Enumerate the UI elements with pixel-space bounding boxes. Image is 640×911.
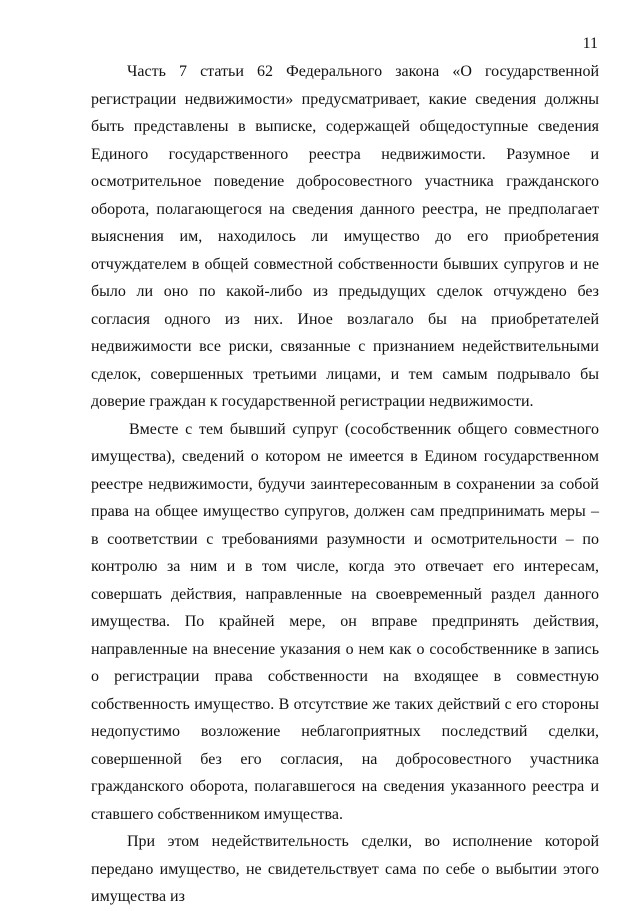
- paragraph-2: Вместе с тем бывший супруг (сособственник общего совместного имущества), сведений о котором не имеется в Едином государственном реестре недвижимости, будучи заинтересованным в сохранении за собой права на общее имущество супругов, должен сам предпринимать меры – в соответствии с требованиями разумности и осмотрительности – по контролю за ним и в том числе, когда это отвечает его интересам, совершать действия, направленные на своевременный раздел данного имущества. По крайней мере, он вправе предпринять действия, направленные на внесение указания о нем как о сособственнике в запись о регистрации права собственности на входящее в совместную собственность имущество. В отсутствие же таких действий с его стороны недопустимо возложение неблагоприятных последствий сделки, совершенной без его согласия, на добросовестного участника гражданского оборота, полагавшегося на сведения указанного реестра и ставшего собственником имущества.: [91, 420, 599, 823]
- paragraph-3: При этом недействительность сделки, во исполнение которой передано имущество, не свидетельствует сама по себе о выбытии этого имущества из: [91, 833, 599, 905]
- paragraph-1: Часть 7 статьи 62 Федерального закона «О государственной регистрации недвижимости» предусматривает, какие сведения должны быть представлены в выписке, содержащей общедоступные сведения Единого государственного реестра недвижимости. Разумное и осмотрительное поведение добросовестного участника гражданского оборота, полагающегося на сведения данного реестра, не предполагает выяснения им, находилось ли имущество до его приобретения отчуждателем в общей совместной собственности бывших супругов и не было ли оно по какой-либо из предыдущих сделок отчуждено без согласия одного из них. Иное возлагало бы на приобретателей недвижимости все риски, связанные с признанием недействительными сделок, совершенных третьими лицами, и тем самым подрывало бы доверие граждан к государственной регистрации недвижимости.: [91, 63, 599, 410]
- document-body: [91, 58, 599, 911]
- page-number: 11: [582, 35, 598, 52]
